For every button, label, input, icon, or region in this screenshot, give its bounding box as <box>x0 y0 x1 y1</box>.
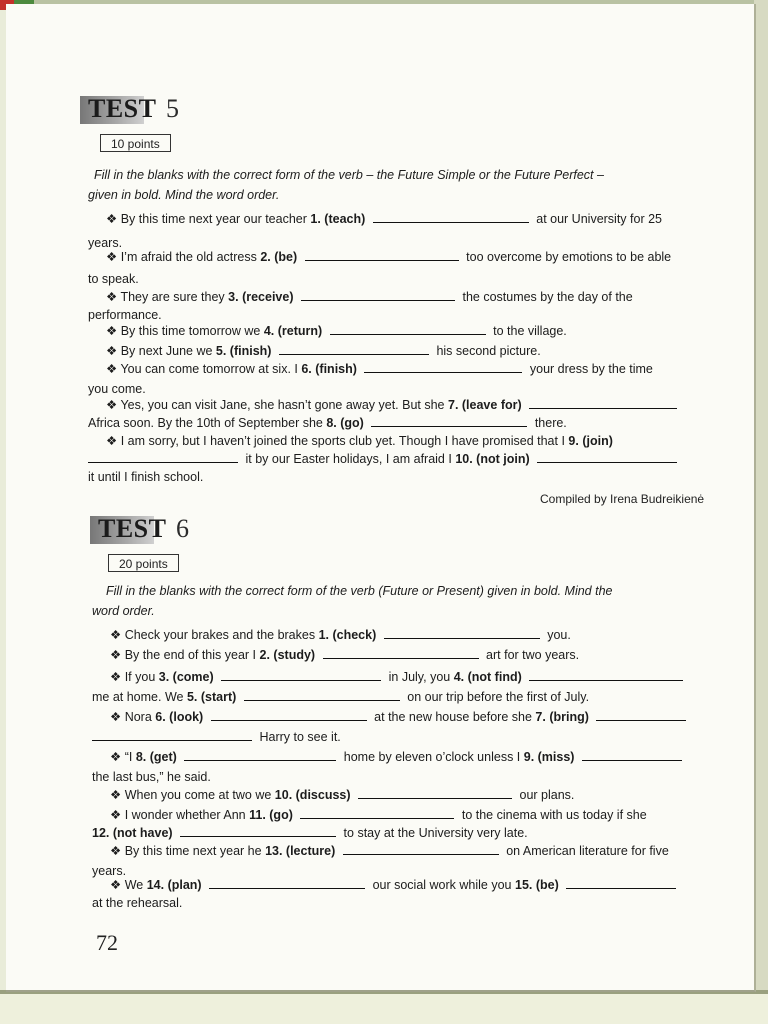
test5-item-8: ❖ I am sorry, but I haven’t joined the sports club yet. Though I have promised that I 9. (join) <box>106 434 613 448</box>
answer-blank[interactable] <box>88 450 238 463</box>
answer-blank[interactable] <box>244 688 400 701</box>
test5-item-6: ❖ You can come tomorrow at six. I 6. (finish) your dress by the time <box>106 362 653 376</box>
test6-item-7-cont: 12. (not have) to stay at the University very late. <box>92 826 528 840</box>
bullet-icon: ❖ <box>110 788 122 802</box>
book-page <box>6 4 756 992</box>
test6-heading <box>90 516 194 544</box>
test5-item-2-cont: to speak. <box>88 272 139 286</box>
test5-item-1: ❖ By this time next year our teacher 1. (teach) at our University for 25 <box>106 212 662 226</box>
test5-instruction-1: Fill in the blanks with the correct form of the verb – the Future Simple or the Future Perfect – <box>94 168 604 182</box>
page-bottom-shade <box>0 990 768 1024</box>
test6-item-4-cont: Harry to see it. <box>92 728 341 746</box>
answer-blank[interactable] <box>384 626 540 639</box>
test6-title-number: 6 <box>176 514 189 543</box>
test6-item-3: ❖ If you 3. (come) in July, you 4. (not find) <box>110 668 687 686</box>
test5-item-3: ❖ They are sure they 3. (receive) the costumes by the day of the <box>106 290 633 304</box>
answer-blank[interactable] <box>305 248 459 261</box>
answer-blank[interactable] <box>209 876 365 889</box>
bullet-icon: ❖ <box>110 628 122 642</box>
answer-blank[interactable] <box>596 708 686 721</box>
bullet-icon: ❖ <box>110 710 122 724</box>
bullet-icon: ❖ <box>110 878 122 892</box>
test5-item-7-cont: Africa soon. By the 10th of September she 8. (go) there. <box>88 416 567 430</box>
test5-item-5: ❖ By next June we 5. (finish) his second picture. <box>106 344 541 358</box>
test6-item-5: ❖ “I 8. (get) home by eleven o’clock unless I 9. (miss) <box>110 748 686 766</box>
bullet-icon: ❖ <box>110 808 122 822</box>
bullet-icon: ❖ <box>106 344 118 358</box>
test5-item-2: ❖ I’m afraid the old actress 2. (be) too overcome by emotions to be able <box>106 250 672 264</box>
answer-blank[interactable] <box>279 342 429 355</box>
test6-item-8: ❖ By this time next year he 13. (lecture) on American literature for five <box>110 844 669 858</box>
answer-blank[interactable] <box>529 396 677 409</box>
test5-item-7: ❖ Yes, you can visit Jane, she hasn’t gone away yet. But she 7. (leave for) <box>106 396 681 414</box>
answer-blank[interactable] <box>180 824 336 837</box>
test6-item-5-cont: the last bus,” he said. <box>92 770 211 784</box>
test6-item-8-cont: years. <box>92 864 127 878</box>
bullet-icon: ❖ <box>106 324 118 338</box>
answer-blank[interactable] <box>537 450 677 463</box>
answer-blank[interactable] <box>92 728 252 741</box>
answer-blank[interactable] <box>221 668 381 681</box>
bullet-icon: ❖ <box>110 750 122 764</box>
bullet-icon: ❖ <box>106 398 118 412</box>
bullet-icon: ❖ <box>106 250 118 264</box>
answer-blank[interactable] <box>300 806 454 819</box>
answer-blank[interactable] <box>323 646 479 659</box>
test5-item-3-cont: performance. <box>88 308 162 322</box>
answer-blank[interactable] <box>330 322 486 335</box>
test5-body <box>88 160 738 490</box>
answer-blank[interactable] <box>184 748 336 761</box>
bullet-icon: ❖ <box>106 434 118 448</box>
page-number: 72 <box>96 930 118 955</box>
test6-item-7: ❖ I wonder whether Ann 11. (go) to the cinema with us today if she <box>110 808 647 822</box>
answer-blank[interactable] <box>211 708 367 721</box>
answer-blank[interactable] <box>529 668 683 681</box>
compiled-by-credit: Compiled by Irena Budreikienė <box>540 492 705 506</box>
answer-blank[interactable] <box>373 210 529 223</box>
test6-instruction-2: word order. <box>92 604 155 618</box>
test6-instruction-1: Fill in the blanks with the correct form of the verb (Future or Present) given in bold. Mind the <box>106 584 613 598</box>
test6-points-box: 20 points <box>108 554 179 572</box>
test5-title-number: 5 <box>166 94 179 123</box>
answer-blank[interactable] <box>358 786 512 799</box>
test5-item-4: ❖ By this time tomorrow we 4. (return) to the village. <box>106 324 567 338</box>
test5-instruction-2: given in bold. Mind the word order. <box>88 188 280 202</box>
answer-blank[interactable] <box>301 288 455 301</box>
test5-item-8-cont: it by our Easter holidays, I am afraid I 10. (not join) <box>88 450 681 468</box>
test5-item-1-cont: years. <box>88 236 123 250</box>
test6-item-3-cont: me at home. We 5. (start) on our trip before the first of July. <box>92 690 590 704</box>
test5-points-box: 10 points <box>100 134 171 152</box>
test5-heading <box>80 96 184 124</box>
answer-blank[interactable] <box>566 876 676 889</box>
test6-item-6: ❖ When you come at two we 10. (discuss) our plans. <box>110 788 575 802</box>
test6-title-word: TEST <box>98 514 167 543</box>
test5-item-8-end: it until I finish school. <box>88 470 204 484</box>
test6-item-4: ❖ Nora 6. (look) at the new house before she 7. (bring) <box>110 708 690 726</box>
bullet-icon: ❖ <box>106 290 118 304</box>
answer-blank[interactable] <box>371 414 527 427</box>
bullet-icon: ❖ <box>110 670 122 684</box>
answer-blank[interactable] <box>582 748 682 761</box>
test6-item-1: ❖ Check your brakes and the brakes 1. (check) you. <box>110 628 571 642</box>
test5-item-6-cont: you come. <box>88 382 146 396</box>
bullet-icon: ❖ <box>106 212 118 226</box>
bullet-icon: ❖ <box>110 648 122 662</box>
test6-item-9: ❖ We 14. (plan) our social work while you 15. (be) <box>110 876 680 894</box>
answer-blank[interactable] <box>364 360 522 373</box>
test5-title-word: TEST <box>88 94 157 123</box>
test6-item-9-cont: at the rehearsal. <box>92 896 183 910</box>
test6-item-2: ❖ By the end of this year I 2. (study) art for two years. <box>110 648 580 662</box>
bullet-icon: ❖ <box>110 844 122 858</box>
bullet-icon: ❖ <box>106 362 118 376</box>
test6-body <box>92 580 742 910</box>
answer-blank[interactable] <box>343 842 499 855</box>
page-edge <box>754 0 768 1024</box>
